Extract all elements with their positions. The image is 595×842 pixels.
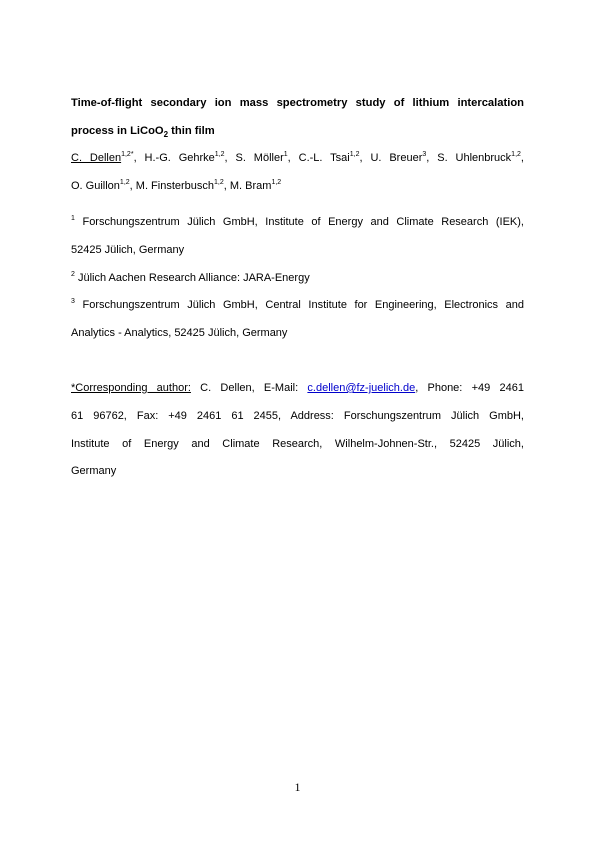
author-line-1	[71, 151, 524, 165]
author-name: C.-L. Tsai	[298, 152, 350, 164]
author-name: H.-G. Gehrke	[144, 152, 215, 164]
corresponding-label: *Corresponding author:	[71, 382, 191, 394]
affiliation-3-line-1	[71, 298, 524, 312]
title-subscript: 2	[163, 130, 169, 140]
author-affiliation-mark: 1,2	[349, 151, 360, 158]
affiliation-1-line-1	[71, 215, 524, 229]
author-affiliation-mark: 1,2*	[121, 151, 134, 158]
author-affiliation-mark: 1	[283, 151, 288, 158]
author-affiliation-mark: 3	[422, 151, 427, 158]
affiliation-2	[71, 271, 524, 285]
trailing-comma: ,	[520, 152, 524, 164]
author-affiliation-mark: 1,2	[214, 151, 225, 158]
corresponding-line-4: Germany	[71, 465, 117, 477]
affiliation-mark: 2	[71, 271, 75, 278]
separator: ,	[129, 180, 136, 192]
separator: ,	[287, 152, 299, 164]
title-text-end: thin film	[168, 125, 215, 137]
affiliation-mark: 3	[71, 298, 75, 305]
affiliation-mark: 1	[71, 215, 75, 222]
author-affiliation-mark: 1,2	[271, 179, 282, 186]
separator: ,	[133, 152, 145, 164]
affiliation-text: Forschungszentrum Jülich GmbH, Central Institute for Engineering, Electronics and	[82, 299, 524, 311]
corresponding-text: C. Dellen, E-Mail:	[190, 382, 308, 394]
affiliation-text: Forschungszentrum Jülich GmbH, Institute of Energy and Climate Research (IEK),	[82, 216, 524, 228]
page-number: 1	[294, 780, 301, 794]
separator: ,	[426, 152, 438, 164]
author-affiliation-mark: 1,2	[511, 151, 521, 158]
corresponding-line-3: Institute of Energy and Climate Research, Wilhelm-Johnen-Str., 52425 Jülich,	[71, 438, 524, 450]
affiliation-1-line-2: 52425 Jülich, Germany	[71, 244, 185, 256]
corresponding-phone: , Phone: +49 2461	[415, 382, 524, 394]
author-name: S. Möller	[235, 152, 284, 164]
corresponding-line-2: 61 96762, Fax: +49 2461 61 2455, Address: Forschungszentrum Jülich GmbH,	[71, 410, 524, 422]
paper-title-line-2	[71, 124, 524, 142]
author-name: M. Finsterbusch	[135, 180, 215, 192]
author-name: S. Uhlenbruck	[437, 152, 512, 164]
author-name: U. Breuer	[370, 152, 423, 164]
author-line-2	[71, 179, 524, 193]
author-name: M. Bram	[229, 180, 272, 192]
author-name: C. Dellen	[71, 152, 122, 164]
separator: ,	[359, 152, 371, 164]
affiliation-text: Jülich Aachen Research Alliance: JARA-Energy	[77, 272, 310, 284]
corresponding-line-1	[71, 381, 524, 395]
separator: ,	[224, 152, 236, 164]
author-affiliation-mark: 1,2	[214, 179, 224, 186]
paper-title-line-1: Time-of-flight secondary ion mass spectrometry study of lithium intercalation	[71, 97, 524, 109]
author-name: O. Guillon	[71, 180, 120, 192]
title-text: process in LiCoO	[71, 125, 164, 137]
author-affiliation-mark: 1,2	[119, 179, 130, 186]
separator: ,	[223, 180, 230, 192]
affiliation-3-line-2: Analytics - Analytics, 52425 Jülich, Germany	[71, 327, 288, 339]
email-link[interactable]: c.dellen@fz-juelich.de	[307, 382, 416, 394]
